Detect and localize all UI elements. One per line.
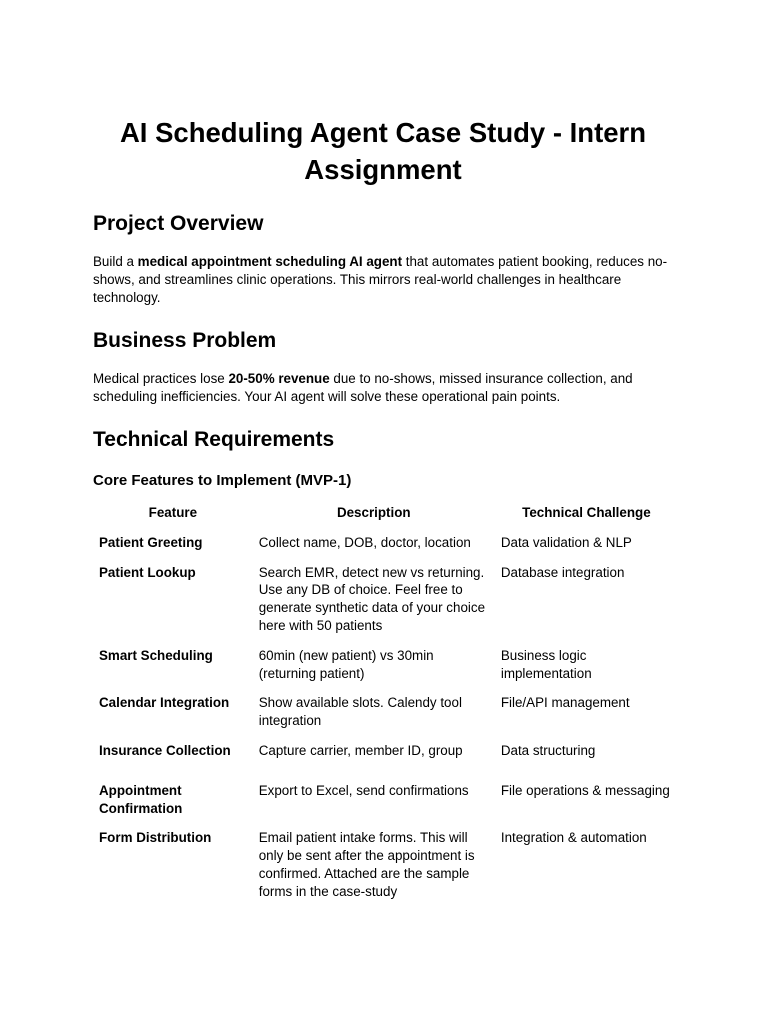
business-text-after: due to no-shows, missed insurance collection, and scheduling inefficiencies. Your AI agent will solve these operational pain points.: [93, 371, 633, 404]
header-feature: Feature: [148, 505, 198, 520]
overview-text-after: that automates patient booking, reduces no-shows, and streamlines clinic operations. This mirrors real-world challenges in healthcare technology.: [93, 254, 668, 305]
description-cell: 60min (new patient) vs 30min (returning patient): [258, 647, 434, 681]
table-row: [93, 688, 678, 736]
table-row: [93, 558, 678, 641]
table-header-row: [93, 502, 678, 528]
features-table: [93, 502, 678, 907]
description-cell: Show available slots. Calendy tool integration: [258, 695, 462, 729]
challenge-cell: Integration & automation: [500, 830, 647, 846]
table-row: [93, 528, 678, 558]
table-row: [93, 736, 678, 776]
section-heading-technical-requirements: Technical Requirements: [93, 428, 335, 451]
feature-cell: Insurance Collection: [99, 742, 231, 758]
business-text-before: Medical practices lose: [93, 371, 229, 386]
business-bold-phrase: 20-50% revenue: [228, 371, 330, 386]
feature-cell: Smart Scheduling: [99, 647, 213, 663]
description-cell: Email patient intake forms. This will only be sent after the appointment is confirmed. Attached are the sample forms in the case-study: [258, 830, 475, 899]
feature-cell: Form Distribution: [99, 830, 212, 846]
business-problem-paragraph: [93, 370, 673, 406]
challenge-cell: Database integration: [500, 564, 625, 580]
table-row: [93, 823, 678, 906]
subheading-core-features: Core Features to Implement (MVP-1): [93, 472, 352, 489]
overview-text-before: Build a: [93, 254, 138, 269]
feature-cell: Appointment Confirmation: [99, 782, 183, 816]
section-heading-project-overview: Project Overview: [93, 212, 264, 235]
description-cell: Capture carrier, member ID, group: [258, 742, 463, 758]
description-cell: Collect name, DOB, doctor, location: [258, 534, 471, 550]
table-row: [93, 641, 678, 689]
feature-cell: Patient Lookup: [99, 564, 196, 580]
challenge-cell: Business logic implementation: [500, 647, 592, 681]
section-heading-business-problem: Business Problem: [93, 329, 277, 352]
description-cell: Export to Excel, send confirmations: [258, 782, 469, 798]
project-overview-paragraph: [93, 253, 673, 306]
feature-cell: Patient Greeting: [99, 534, 203, 550]
challenge-cell: File/API management: [500, 695, 630, 711]
table-row: [93, 776, 678, 824]
header-technical-challenge: Technical Challenge: [522, 505, 651, 520]
overview-bold-phrase: medical appointment scheduling AI agent: [137, 254, 403, 269]
challenge-cell: Data validation & NLP: [500, 534, 632, 550]
feature-cell: Calendar Integration: [99, 695, 230, 711]
challenge-cell: File operations & messaging: [500, 782, 670, 798]
document-title: AI Scheduling Agent Case Study - Intern Assignment: [119, 117, 647, 185]
header-description: Description: [336, 505, 411, 520]
challenge-cell: Data structuring: [500, 742, 596, 758]
description-cell: Search EMR, detect new vs returning. Use any DB of choice. Feel free to generate synthetic data of your choice here with 50 patients: [258, 564, 486, 633]
